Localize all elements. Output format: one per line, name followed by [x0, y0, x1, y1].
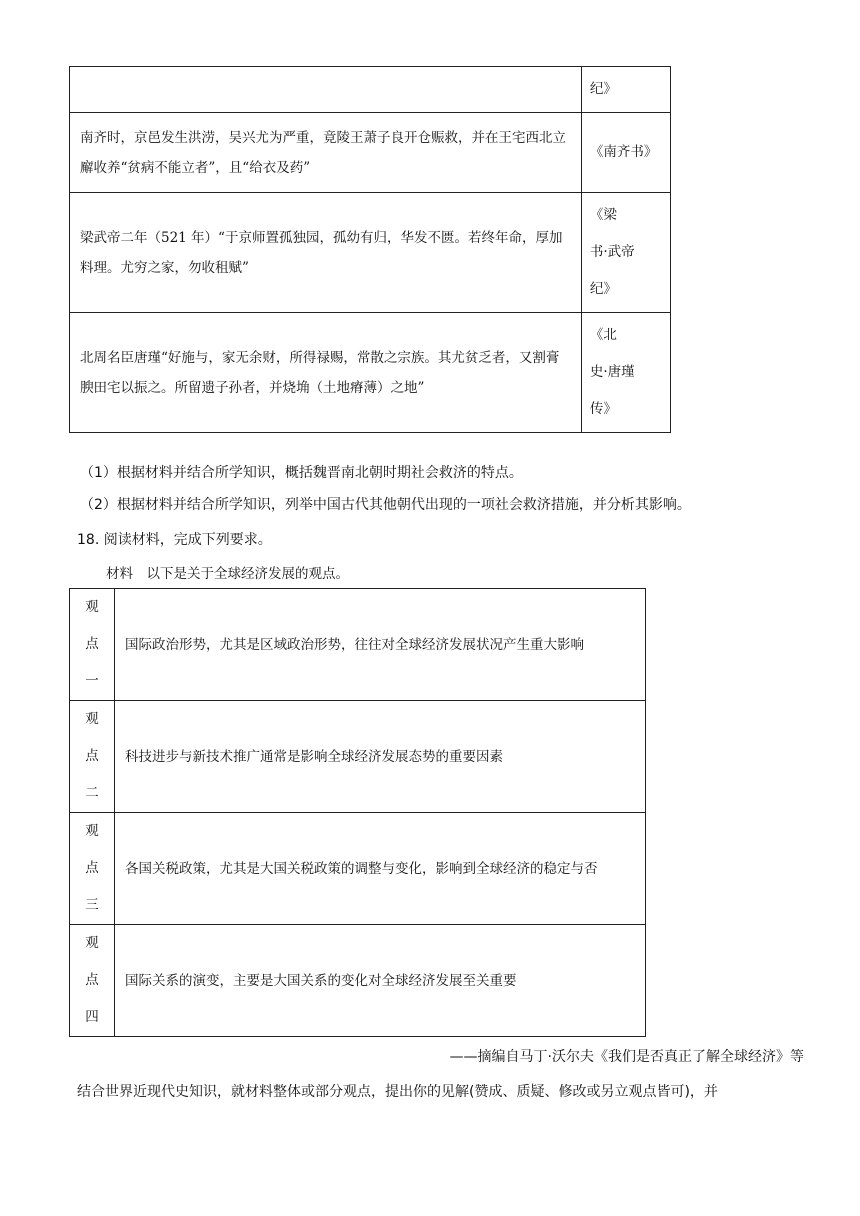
record-source: [581, 193, 670, 313]
viewpoint-text: 科技进步与新技术推广通常是影响全球经济发展态势的重要因素: [115, 701, 646, 813]
label-char: 四: [85, 1009, 99, 1025]
citation: ——摘编自马丁·沃尔夫《我们是否真正了解全球经济》等: [449, 1049, 804, 1065]
source-line: 《梁: [589, 207, 617, 223]
material-intro: 材料 以下是关于全球经济发展的观点。: [106, 566, 349, 582]
record-content: 北周名臣唐瑾“好施与，家无余财，所得禄赐，常散之宗族。其尤贫乏者，又割膏腴田宅以振之。所留遗子孙者，并烧埆（土地瘠薄）之地”: [70, 313, 582, 433]
question-18-heading: 18. 阅读材料，完成下列要求。: [77, 532, 272, 548]
record-content: 梁武帝二年（521 年）“于京师置孤独园，孤幼有归，华发不匮。若终年命，厚加料理。尤穷之家，勿收租赋”: [70, 193, 582, 313]
label-char: 点: [85, 972, 99, 988]
viewpoint-label: [70, 589, 115, 701]
viewpoint-text: 各国关税政策，尤其是大国关税政策的调整与变化，影响到全球经济的稳定与否: [115, 813, 646, 925]
record-content: [70, 67, 582, 113]
table-row: [70, 67, 671, 113]
record-source: [581, 67, 670, 113]
table-row: [70, 113, 671, 193]
viewpoint-label: [70, 813, 115, 925]
label-char: 观: [85, 599, 99, 615]
source-line: 纪》: [589, 81, 617, 97]
label-char: 观: [85, 935, 99, 951]
table-row: [70, 193, 671, 313]
source-line: 纪》: [589, 281, 617, 297]
source-line: 《南齐书》: [589, 144, 658, 160]
label-char: 观: [85, 711, 99, 727]
table-row: [70, 813, 646, 925]
label-char: 点: [85, 748, 99, 764]
source-line: 《北: [589, 327, 617, 343]
viewpoint-label: [70, 925, 115, 1037]
table-row: [70, 701, 646, 813]
record-content: 南齐时，京邑发生洪涝，吴兴尤为严重，竟陵王萧子良开仓赈救，并在王宅西北立廨收养“贫病不能立者”，且“给衣及药”: [70, 113, 582, 193]
table-row: [70, 313, 671, 433]
label-char: 观: [85, 823, 99, 839]
label-char: 一: [85, 673, 99, 689]
label-char: 二: [85, 785, 99, 801]
viewpoint-text: 国际政治形势，尤其是区域政治形势，往往对全球经济发展状况产生重大影响: [115, 589, 646, 701]
source-line: 史·唐瑾: [589, 364, 635, 380]
viewpoint-label: [70, 701, 115, 813]
table-row: [70, 589, 646, 701]
label-char: 三: [85, 897, 99, 913]
label-char: 点: [85, 860, 99, 876]
question-1: （1）根据材料并结合所学知识，概括魏晋南北朝时期社会救济的特点。: [80, 465, 523, 481]
relief-records-table: [69, 66, 671, 433]
source-line: 传》: [589, 401, 617, 417]
table-row: [70, 925, 646, 1037]
question-2: （2）根据材料并结合所学知识，列举中国古代其他朝代出现的一项社会救济措施，并分析其影响。: [80, 497, 691, 513]
source-line: 书·武帝: [589, 244, 635, 260]
record-source: [581, 313, 670, 433]
label-char: 点: [85, 636, 99, 652]
viewpoints-table: [69, 588, 646, 1037]
record-source: [581, 113, 670, 193]
viewpoint-text: 国际关系的演变，主要是大国关系的变化对全球经济发展至关重要: [115, 925, 646, 1037]
instruction-text: 结合世界近现代史知识，就材料整体或部分观点，提出你的见解(赞成、质疑、修改或另立观点皆可)，并: [77, 1084, 718, 1100]
